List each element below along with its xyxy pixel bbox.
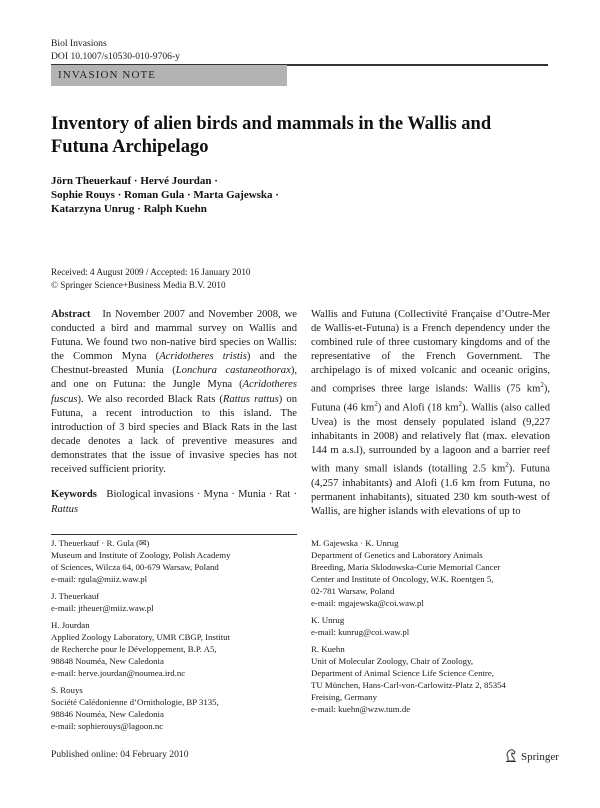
- affiliation-line: Breeding, Maria Sklodowska-Curie Memorial Cancer: [311, 562, 501, 572]
- email-link[interactable]: e-mail: herve.jourdan@noumea.ird.nc: [51, 668, 186, 678]
- email-link[interactable]: e-mail: rgula@miiz.waw.pl: [51, 574, 148, 584]
- affiliation-block: [311, 614, 561, 638]
- intro-paragraph: [311, 308, 550, 519]
- author-list: [51, 174, 451, 217]
- email-link[interactable]: e-mail: kunrug@coi.waw.pl: [311, 627, 410, 637]
- affiliations-right: [311, 537, 561, 720]
- affiliation-line: 02-781 Warsaw, Poland: [311, 586, 395, 596]
- keywords-list: Biological invasions · Myna · Munia · Rat ·: [106, 489, 297, 500]
- springer-wordmark: Springer: [521, 750, 559, 763]
- intro-text: ). Wallis (also called Uvea) is the most densely populated island (9,227 inhabitants in 2008) and relatively flat (max. elevation 144 m a.s.l), surrounded by a lagoon and a barrier reef with many small islands (totalling 2.5 km: [311, 402, 550, 475]
- abstract-text: ) on Futuna, a recent introduction to this island. The introduction of 3 bird species and Black Rats in the last decade denotes a lack of preventive measures and demonstrates that the issue of invasive species has not received sufficient priority.: [51, 393, 297, 476]
- affiliation-line: R. Kuehn: [311, 644, 345, 654]
- affiliation-block: [51, 619, 301, 679]
- affiliation-line: Museum and Institute of Zoology, Polish Academy: [51, 550, 231, 560]
- affiliation-line: Department of Genetics and Laboratory Animals: [311, 550, 483, 560]
- affiliation-line: Freising, Germany: [311, 692, 377, 702]
- keyword-italic: Rattus: [51, 503, 79, 515]
- affiliation-block: [51, 537, 301, 585]
- article-dates: [51, 266, 311, 291]
- received-accepted: Received: 4 August 2009 / Accepted: 16 January 2010: [51, 267, 251, 277]
- keywords-heading: Keywords: [51, 489, 97, 500]
- abstract-body: [51, 309, 297, 475]
- journal-name: Biol Invasions: [51, 38, 107, 49]
- affiliation-line: M. Gajewska · K. Unrug: [311, 538, 399, 548]
- affiliation-line: of Sciences, Wilcza 64, 00-679 Warsaw, Poland: [51, 562, 219, 572]
- abstract-text: ) and the Chestnut-breasted Munia (: [51, 351, 297, 377]
- intro-text: ), Futuna (46 km: [311, 384, 550, 414]
- superscript: 2: [540, 381, 544, 390]
- intro-text: ). Futuna (4,257 inhabitants) and Alofi (1.6 km from Futuna, no permanent inhabitants), situated 230 km south-west of Wallis, are higher islands with elevations of up to: [311, 463, 550, 517]
- affiliation-block: [311, 537, 561, 609]
- email-link[interactable]: e-mail: sophierouys@lagoon.nc: [51, 721, 164, 731]
- springer-horse-icon: [505, 748, 517, 765]
- publisher-logo: [505, 748, 559, 765]
- author-line: Jörn Theuerkauf · Hervé Jourdan ·: [51, 175, 218, 187]
- affiliation-line: Unit of Molecular Zoology, Chair of Zoology,: [311, 656, 474, 666]
- affiliation-block: [311, 643, 561, 715]
- affiliation-line: Department of Animal Science Life Science Centre,: [311, 668, 494, 678]
- intro-text: Wallis and Futuna (Collectivité Française d’Outre-Mer de Wallis-et-Futuna) is a French dependency under the combined rule of three customary kingdoms and of the representative of the French Government. The archipelago is of mixed volcanic and oceanic origins, and comprises three large islands: Wallis (75 km: [311, 309, 550, 395]
- email-link[interactable]: e-mail: kuehn@wzw.tum.de: [311, 704, 411, 714]
- published-online: Published online: 04 February 2010: [51, 749, 189, 760]
- affiliation-line: Center and Institute of Oncology, W.K. Roentgen 5,: [311, 574, 494, 584]
- footnote-rule: [51, 534, 297, 535]
- superscript: 2: [374, 400, 378, 409]
- keywords: [51, 488, 297, 517]
- abstract-text: ), and one on Futuna: the Jungle Myna (: [51, 365, 297, 391]
- abstract: [51, 308, 297, 477]
- abstract-text: ). We also recorded Black Rats (: [77, 393, 223, 405]
- affiliation-line: S. Rouys: [51, 685, 83, 695]
- affiliation-line: K. Unrug: [311, 615, 345, 625]
- affiliation-line: 98848 Nouméa, New Caledonia: [51, 656, 164, 666]
- affiliation-line: de Recherche pour le Développement, B.P. A5,: [51, 644, 217, 654]
- affiliation-block: [51, 684, 301, 732]
- doi[interactable]: DOI 10.1007/s10530-010-9706-y: [51, 51, 180, 62]
- article-title: Inventory of alien birds and mammals in the Wallis and Futuna Archipelago: [51, 114, 492, 157]
- affiliation-line: J. Theuerkauf · R. Gula (✉): [51, 538, 150, 548]
- species-name: Acridotheres fuscus: [51, 379, 297, 405]
- intro-text: ) and Alofi (18 km: [377, 402, 459, 414]
- abstract-heading: Abstract: [51, 309, 91, 320]
- affiliation-line: Société Calédonienne d’Ornithologie, BP 3135,: [51, 697, 219, 707]
- author-line: Katarzyna Unrug · Ralph Kuehn: [51, 203, 207, 216]
- affiliation-line: J. Theuerkauf: [51, 591, 100, 601]
- affiliations-left: [51, 537, 301, 737]
- superscript: 2: [505, 461, 509, 469]
- affiliation-line: TU München, Hans-Carl-von-Carlowitz-Platz 2, 85354: [311, 680, 506, 690]
- affiliation-line: H. Jourdan: [51, 620, 90, 630]
- species-name: Lonchura castaneothorax: [175, 365, 291, 377]
- abstract-text: In November 2007 and November 2008, we conducted a bird and mammal survey on Wallis and Futuna. We found two non-native bird species on Wallis: the Common Myna (: [51, 309, 297, 363]
- email-link[interactable]: e-mail: mgajewska@coi.waw.pl: [311, 598, 424, 608]
- superscript: 2: [458, 400, 462, 409]
- species-name: Rattus rattus: [222, 393, 279, 405]
- journal-header: [51, 37, 180, 63]
- affiliation-line: 98846 Nouméa, New Caledonia: [51, 709, 164, 719]
- copyright: © Springer Science+Business Media B.V. 2010: [51, 279, 226, 290]
- affiliation-block: [51, 590, 301, 614]
- affiliation-line: Applied Zoology Laboratory, UMR CBGP, Institut: [51, 632, 231, 642]
- species-name: Acridotheres tristis: [159, 351, 247, 363]
- section-label: INVASION NOTE: [58, 69, 157, 81]
- email-link[interactable]: e-mail: jtheuer@miiz.waw.pl: [51, 603, 154, 613]
- author-line: Sophie Rouys · Roman Gula · Marta Gajewska ·: [51, 189, 279, 202]
